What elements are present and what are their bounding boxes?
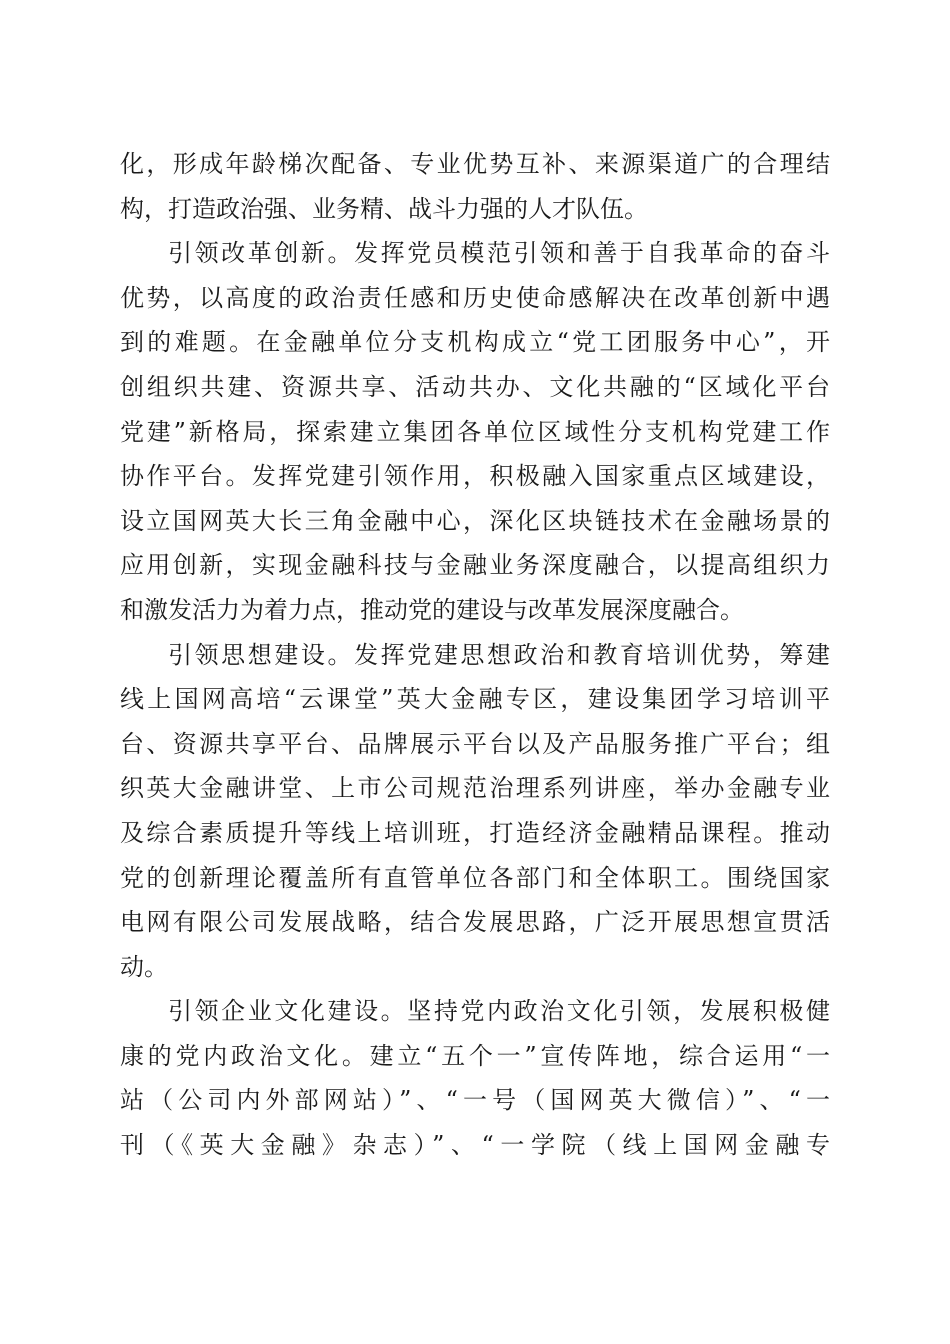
paragraph bbox=[120, 231, 830, 632]
text-line: 引领改革创新。发挥党员模范引领和善于自我革命的奋斗 bbox=[168, 239, 830, 268]
text-line: 站（公司内外部网站）”、“一号（国网英大微信）”、“一 bbox=[120, 1086, 830, 1115]
text-line: 党建”新格局，探索建立集团各单位区域性分支机构党建工作 bbox=[120, 417, 830, 446]
body-text bbox=[120, 142, 830, 1168]
text-line: 引领思想建设。发挥党建思想政治和教育培训优势，筹建 bbox=[168, 640, 830, 669]
paragraph bbox=[120, 633, 830, 990]
text-line: 康的党内政治文化。建立“五个一”宣传阵地，综合运用“一 bbox=[120, 1041, 830, 1070]
text-line: 化，形成年龄梯次配备、专业优势互补、来源渠道广的合理结 bbox=[120, 150, 830, 178]
paragraph bbox=[120, 142, 830, 231]
text-line: 台、资源共享平台、品牌展示平台以及产品服务推广平台；组 bbox=[120, 729, 830, 758]
text-line: 线上国网高培“云课堂”英大金融专区，建设集团学习培训平 bbox=[120, 685, 830, 714]
text-line: 党的创新理论覆盖所有直管单位各部门和全体职工。围绕国家 bbox=[120, 863, 830, 892]
text-line: 优势，以高度的政治责任感和历史使命感解决在改革创新中遇 bbox=[120, 283, 830, 312]
text-line: 创组织共建、资源共享、活动共办、文化共融的“区域化平台 bbox=[120, 372, 830, 401]
text-line: 到的难题。在金融单位分支机构成立“党工团服务中心”，开 bbox=[120, 328, 830, 357]
text-line: 织英大金融讲堂、上市公司规范治理系列讲座，举办金融专业 bbox=[120, 774, 830, 803]
text-line: 设立国网英大长三角金融中心，深化区块链技术在金融场景的 bbox=[120, 506, 830, 535]
text-line: 刊（《英大金融》杂志）”、“一学院（线上国网金融专 bbox=[120, 1131, 830, 1160]
text-line: 及综合素质提升等线上培训班，打造经济金融精品课程。推动 bbox=[120, 818, 830, 847]
text-line: 引领企业文化建设。坚持党内政治文化引领，发展积极健 bbox=[168, 997, 830, 1026]
text-line: 应用创新，实现金融科技与金融业务深度融合，以提高组织力 bbox=[120, 551, 830, 580]
text-line: 协作平台。发挥党建引领作用，积极融入国家重点区域建设， bbox=[120, 462, 830, 491]
text-line: 和激发活力为着力点，推动党的建设与改革发展深度融合。 bbox=[120, 595, 744, 624]
paragraph bbox=[120, 989, 830, 1167]
text-line: 电网有限公司发展战略，结合发展思路，广泛开展思想宣贯活 bbox=[120, 908, 830, 937]
text-line: 构，打造政治强、业务精、战斗力强的人才队伍。 bbox=[120, 194, 648, 223]
text-line: 动。 bbox=[120, 952, 168, 981]
